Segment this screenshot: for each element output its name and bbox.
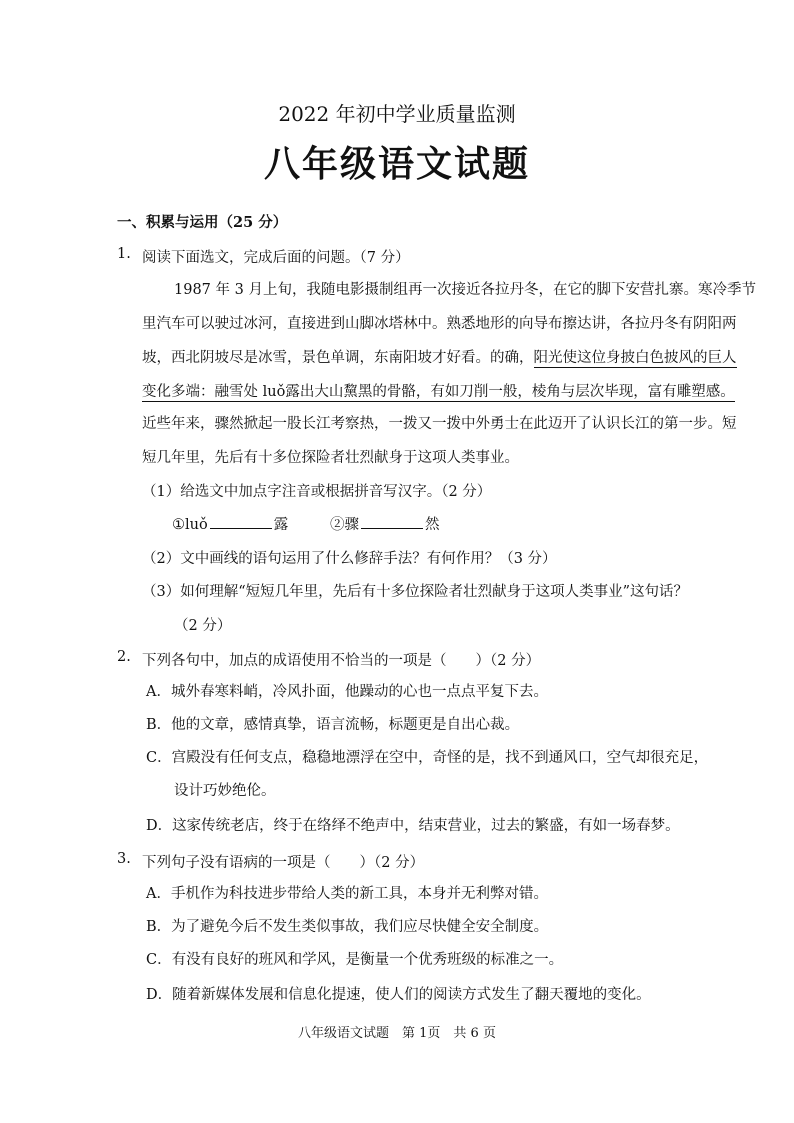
section-heading: 一、积累与运用（25 分） xyxy=(117,214,288,231)
passage-line: 短几年里，先后有十多位探险者壮烈献身于这项人类事业。 xyxy=(142,450,519,466)
underlined-sentence: 阳光使这位身披白色披风的巨人 xyxy=(533,350,737,366)
question-1-number: 1. xyxy=(117,246,131,262)
sub-question-3: （3）如何理解“短短几年里，先后有十多位探险者壮烈献身于这项人类事业”这句话？ xyxy=(142,584,689,600)
passage-line: 1987 年 3 月上旬，我随电影摄制组再一次接近各拉丹冬，在它的脚下安营扎寨。寒冷季节 xyxy=(174,282,756,298)
sub-question-1: （1）给选文中加点字注音或根据拼音写汉字。（2 分） xyxy=(142,484,492,500)
option-c-continued: 设计巧妙绝伦。 xyxy=(174,783,276,799)
question-3-prompt: 下列句子没有语病的一项是（ ）（2 分） xyxy=(142,855,425,871)
question-2-prompt: 下列各句中，加点的成语使用不恰当的一项是（ ）（2 分） xyxy=(142,653,541,669)
answer-item-label: ②骤 xyxy=(330,517,359,533)
option-d: D．这家传统老店，终于在络绎不绝声中，结束营业，过去的繁盛，有如一场春梦。 xyxy=(146,818,680,834)
answer-blank[interactable] xyxy=(210,514,272,530)
page-footer: 八年级语文试题 第 1页 共 6 页 xyxy=(298,1026,496,1041)
answer-blank[interactable] xyxy=(361,514,423,530)
answer-item-suffix: 露 xyxy=(273,517,289,533)
option-c: C．有没有良好的班风和学风，是衡量一个优秀班级的标准之一。 xyxy=(146,952,564,968)
passage-line xyxy=(142,380,735,401)
answer-item-suffix: 然 xyxy=(425,517,440,533)
exam-subtitle: 2022 年初中学业质量监测 xyxy=(278,102,516,126)
option-b: B．他的文章，感情真挚，语言流畅，标题更是自出心裁。 xyxy=(146,717,520,733)
option-b: B．为了避免今后不发生类似事故，我们应尽快健全安全制度。 xyxy=(146,919,549,935)
exam-title: 八年级语文试题 xyxy=(263,143,530,185)
question-2-number: 2. xyxy=(117,649,131,665)
option-c: C．宫殿没有任何支点，稳稳地漂浮在空中，奇怪的是，找不到通风口，空气却很充足， xyxy=(146,750,709,766)
passage-text: 坡，西北阴坡尽是冰雪，景色单调，东南阳坡才好看。的确， xyxy=(142,350,534,366)
sub-question-3-score: （2 分） xyxy=(174,618,232,634)
option-a: A．手机作为科技进步带给人类的新工具，本身并无利弊对错。 xyxy=(146,886,548,902)
option-a: A．城外春寒料峭，冷风扑面，他躁动的心也一点点平复下去。 xyxy=(146,684,548,700)
passage-line: 近些年来，骤然掀起一股长江考察热，一拨又一拨中外勇士在此迈开了认识长江的第一步。短 xyxy=(142,416,737,432)
answer-item-2 xyxy=(330,513,440,534)
question-1-prompt: 阅读下面选文，完成后面的问题。（7 分） xyxy=(142,250,410,266)
sub-question-2: （2）文中画线的语句运用了什么修辞手法？有何作用？（3 分） xyxy=(142,551,557,567)
option-d: D．随着新媒体发展和信息化提速，使人们的阅读方式发生了翻天覆地的变化。 xyxy=(146,987,651,1003)
passage-line xyxy=(142,346,737,367)
underlined-sentence: 变化多端：融雪处 luǒ露出大山黧黑的骨骼，有如刀削一般，棱角与层次毕现，富有雕塑感。 xyxy=(142,384,735,400)
passage-line: 里汽车可以驶过冰河，直接进到山脚冰塔林中。熟悉地形的向导布擦达讲，各拉丹冬有阴阳两 xyxy=(142,316,737,332)
answer-item-1 xyxy=(172,513,288,534)
answer-item-label: ①luǒ xyxy=(172,517,208,533)
question-3-number: 3. xyxy=(117,851,131,867)
